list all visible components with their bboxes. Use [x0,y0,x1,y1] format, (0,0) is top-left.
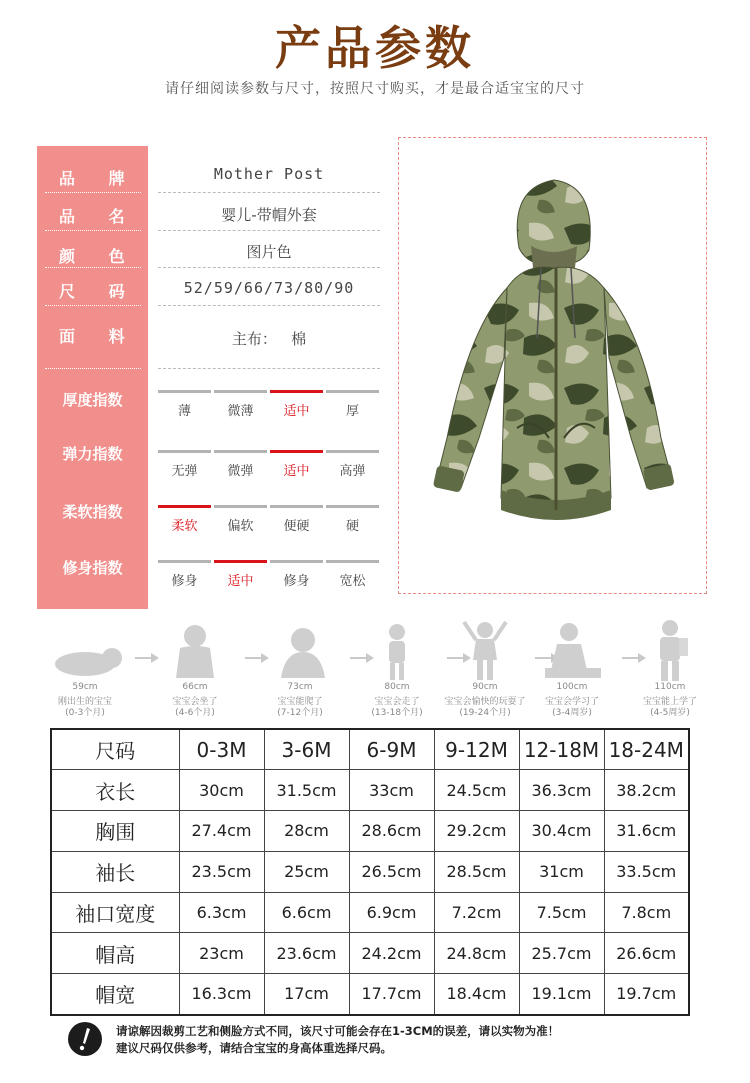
scale-bar [270,560,323,563]
size-value-cell: 33cm [349,770,434,811]
growth-age: (4-5周岁) [650,708,690,718]
scale-bar [158,450,211,453]
size-value-cell: 24.8cm [434,933,519,974]
toddler-walking-icon [352,620,442,682]
label-fit-index: 修身指数 [62,559,123,577]
size-value-cell: 24.5cm [434,770,519,811]
fabric-value: 主布： 棉 [231,330,307,348]
size-value-cell: 26.6cm [604,933,689,974]
size-header-cell: 尺码 [51,729,179,770]
size-value-cell: 31.6cm [604,811,689,852]
size-value-cell: 24.2cm [349,933,434,974]
scale-bar [214,450,267,453]
scale-option: 适中 [283,464,310,479]
label-elasticity-index: 弹力指数 [62,445,123,463]
size-value-cell: 6.3cm [179,892,264,933]
size-header-cell: 9-12M [434,729,519,770]
table-row [51,892,689,933]
divider [158,267,380,268]
growth-height: 110cm [654,682,686,692]
scale-bar [326,505,379,508]
disclaimer-note: 请谅解因裁剪工艺和侧脸方式不同，该尺寸可能会存在1-3CM的误差，请以实物为准！ [116,1024,560,1038]
camo-hooded-jacket-image [399,138,706,593]
elasticity-scale [158,450,380,480]
size-value-cell: 6.6cm [264,892,349,933]
growth-age: (3-4周岁) [552,708,592,718]
growth-description: 宝宝能上学了 [642,697,697,707]
scale-option: 厚 [345,404,359,419]
size-value-cell: 7.8cm [604,892,689,933]
scale-option: 偏软 [227,519,254,534]
warning-icon [68,1022,102,1056]
size-table [50,728,690,1016]
size-value-cell: 28cm [264,811,349,852]
size-header-cell: 12-18M [519,729,604,770]
growth-age: (13-18个月) [371,708,423,718]
scale-bar [326,390,379,393]
divider [45,368,141,369]
growth-height: 73cm [287,682,313,692]
growth-height: 90cm [472,682,498,692]
growth-stage [150,612,240,722]
size-value-cell: 31cm [519,851,604,892]
scale-option: 微弹 [227,464,254,479]
scale-bar [270,450,323,453]
size-value-cell: 29.2cm [434,811,519,852]
size-value-cell: 27.4cm [179,811,264,852]
size-value-cell: 38.2cm [604,770,689,811]
page-subtitle: 请仔细阅读参数与尺寸，按照尺寸购买，才是最合适宝宝的尺寸 [165,81,585,97]
baby-sitting-icon [150,620,240,682]
growth-stage [440,612,530,722]
growth-description: 刚出生的宝宝 [57,697,112,707]
brand-value: Mother Post [213,165,325,183]
size-value-cell: 6.9cm [349,892,434,933]
growth-stage [352,612,442,722]
softness-scale [158,505,380,535]
growth-height: 100cm [556,682,588,692]
growth-age: (19-24个月) [459,708,511,718]
growth-description: 宝宝会学习了 [544,697,599,707]
scale-option: 适中 [227,574,254,589]
table-row [51,974,689,1015]
size-value-cell: 23.6cm [264,933,349,974]
label-name: 品 名 [59,207,139,226]
growth-description: 宝宝会愉快的玩耍了 [444,697,526,707]
row-name-cell: 帽宽 [51,974,179,1015]
divider [158,368,380,369]
growth-stage [40,612,130,722]
scale-bar [214,390,267,393]
thickness-scale [158,390,380,420]
divider [158,305,380,306]
scale-option: 微薄 [227,404,254,419]
scale-option: 柔软 [171,519,198,534]
child-school-icon [625,620,715,682]
label-size: 尺 码 [59,282,139,301]
growth-description: 宝宝能爬了 [277,697,323,707]
size-header-row [51,729,689,770]
growth-height: 80cm [384,682,410,692]
scale-option: 宽松 [339,574,366,589]
table-row [51,933,689,974]
size-value-cell: 36.3cm [519,770,604,811]
growth-stage [625,612,715,722]
size-value-cell: 30cm [179,770,264,811]
size-value: 52/59/66/73/80/90 [183,279,355,297]
scale-bar [270,390,323,393]
divider [158,192,380,193]
growth-height: 59cm [72,682,98,692]
growth-description: 宝宝会走了 [374,697,420,707]
growth-stage [255,612,345,722]
scale-bar [158,505,211,508]
size-value-cell: 25cm [264,851,349,892]
child-learning-icon [527,620,617,682]
size-value-cell: 31.5cm [264,770,349,811]
label-brand: 品 牌 [59,169,139,188]
size-header-cell: 6-9M [349,729,434,770]
label-thickness-index: 厚度指数 [62,391,123,409]
table-row [51,770,689,811]
size-value-cell: 30.4cm [519,811,604,852]
scale-option: 高弹 [339,464,366,479]
row-name-cell: 袖长 [51,851,179,892]
scale-bar [270,505,323,508]
size-value-cell: 28.5cm [434,851,519,892]
size-value-cell: 19.7cm [604,974,689,1015]
size-value-cell: 17.7cm [349,974,434,1015]
divider [45,305,141,306]
size-value-cell: 7.5cm [519,892,604,933]
table-row [51,851,689,892]
product-image-frame [398,137,707,594]
divider [45,267,141,268]
label-fabric: 面 料 [59,327,139,346]
growth-stage-strip [40,612,720,722]
toddler-playing-icon [440,620,530,682]
row-name-cell: 胸围 [51,811,179,852]
size-header-cell: 18-24M [604,729,689,770]
size-header-cell: 3-6M [264,729,349,770]
scale-bar [326,450,379,453]
row-name-cell: 衣长 [51,770,179,811]
size-value-cell: 25.7cm [519,933,604,974]
size-value-cell: 18.4cm [434,974,519,1015]
row-name-cell: 帽高 [51,933,179,974]
product-name-value: 婴儿-带帽外套 [221,206,317,224]
row-name-cell: 袖口宽度 [51,892,179,933]
growth-stage [527,612,617,722]
page-title: 产品参数 [275,21,475,75]
growth-age: (7-12个月) [277,708,323,718]
divider [158,230,380,231]
table-row [51,811,689,852]
scale-bar [214,505,267,508]
size-value-cell: 28.6cm [349,811,434,852]
baby-lying-icon [40,620,130,682]
size-value-cell: 7.2cm [434,892,519,933]
size-header-cell: 0-3M [179,729,264,770]
size-value-cell: 23.5cm [179,851,264,892]
scale-option: 薄 [177,404,191,419]
scale-bar [214,560,267,563]
scale-option: 修身 [283,574,310,589]
size-advice-note: 建议尺码仅供参考，请结合宝宝的身高体重选择尺码。 [116,1041,392,1055]
size-value-cell: 19.1cm [519,974,604,1015]
label-softness-index: 柔软指数 [62,503,123,521]
scale-option: 硬 [345,519,359,534]
growth-age: (0-3个月) [65,708,105,718]
growth-age: (4-6个月) [175,708,215,718]
size-value-cell: 23cm [179,933,264,974]
size-value-cell: 16.3cm [179,974,264,1015]
param-label-column [37,146,148,609]
size-value-cell: 17cm [264,974,349,1015]
baby-crawling-icon [255,620,345,682]
scale-option: 适中 [283,404,310,419]
scale-bar [326,560,379,563]
divider [45,230,141,231]
fit-scale [158,560,380,590]
scale-bar [158,390,211,393]
label-color: 颜 色 [59,247,139,266]
growth-description: 宝宝会坐了 [172,697,218,707]
divider [45,192,141,193]
size-value-cell: 33.5cm [604,851,689,892]
scale-option: 修身 [171,574,198,589]
scale-option: 无弹 [171,464,198,479]
size-value-cell: 26.5cm [349,851,434,892]
scale-bar [158,560,211,563]
growth-height: 66cm [182,682,208,692]
scale-option: 便硬 [283,519,310,534]
color-value: 图片色 [246,243,292,261]
